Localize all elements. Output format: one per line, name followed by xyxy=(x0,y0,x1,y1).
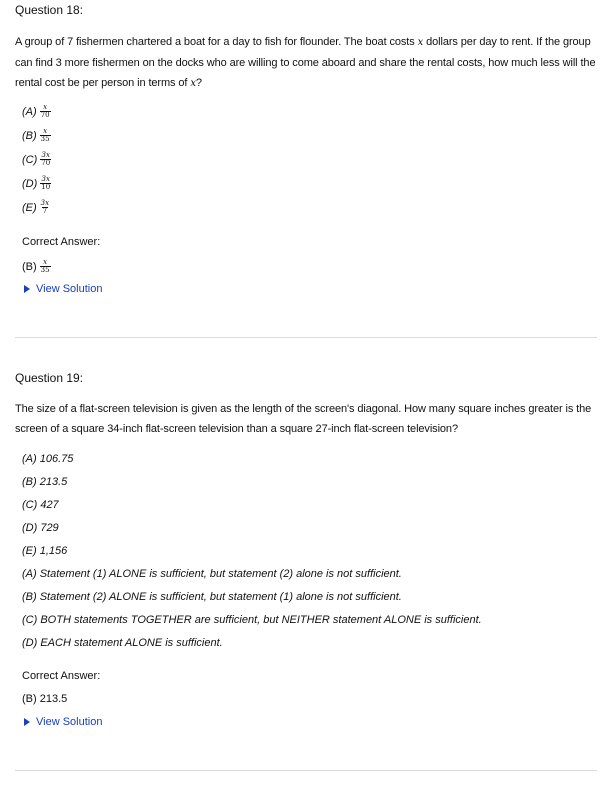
denominator: 70 xyxy=(41,159,51,167)
q19-correct-answer: (B) 213.5 xyxy=(22,693,68,705)
view-solution-label: View Solution xyxy=(36,283,103,295)
option-label: (C) xyxy=(22,153,38,166)
q19-statement-option-a[interactable]: (A) Statement (1) ALONE is sufficient, but statement (2) alone is not sufficient. xyxy=(22,568,402,580)
numerator: 3x xyxy=(41,151,50,159)
q19-option-e[interactable]: (E) 1,156 xyxy=(22,545,68,557)
q19-option-c[interactable]: (C) 427 xyxy=(22,499,59,511)
question-18-title: Question 18: xyxy=(15,3,84,17)
fraction xyxy=(40,152,51,167)
question-18-text-part-c: ? xyxy=(195,77,202,89)
option-label: (D) xyxy=(22,177,38,190)
play-triangle-icon xyxy=(24,285,30,293)
q18-option-d[interactable] xyxy=(22,176,51,191)
numerator: 3x xyxy=(41,175,50,183)
q19-statement-option-b[interactable]: (B) Statement (2) ALONE is sufficient, but statement (1) alone is not sufficient. xyxy=(22,591,402,603)
q19-statement-option-d[interactable]: (D) EACH statement ALONE is sufficient. xyxy=(22,637,223,649)
q19-view-solution-link[interactable] xyxy=(22,716,102,728)
q19-correct-answer-label: Correct Answer: xyxy=(22,670,101,682)
denominator: 7 xyxy=(42,207,48,215)
numerator: x xyxy=(43,103,48,111)
variable-x: x xyxy=(190,78,196,89)
question-18-text-part-a: A group of 7 fishermen chartered a boat for a day to fish for flounder. The boat costs xyxy=(15,36,418,48)
view-solution-label: View Solution xyxy=(36,716,103,728)
answer-label: (B) xyxy=(22,260,37,273)
fraction xyxy=(40,176,51,191)
q18-correct-answer xyxy=(22,259,51,274)
fraction xyxy=(40,200,50,215)
fraction xyxy=(40,104,51,119)
denominator: 70 xyxy=(40,111,50,119)
q18-option-b[interactable] xyxy=(22,128,51,143)
denominator: 10 xyxy=(41,183,51,191)
denominator: 35 xyxy=(40,266,50,274)
divider xyxy=(15,770,597,771)
denominator: 35 xyxy=(40,135,50,143)
numerator: x xyxy=(43,258,48,266)
option-label: (B) xyxy=(22,129,37,142)
q19-option-a[interactable]: (A) 106.75 xyxy=(22,453,74,465)
divider xyxy=(15,337,597,338)
numerator: 3x xyxy=(40,199,50,207)
option-label: (E) xyxy=(22,201,37,214)
q19-option-b[interactable]: (B) 213.5 xyxy=(22,476,68,488)
numerator: x xyxy=(43,127,48,135)
play-triangle-icon xyxy=(24,718,30,726)
option-label: (A) xyxy=(22,105,37,118)
q18-option-a[interactable] xyxy=(22,104,51,119)
q19-statement-option-c[interactable]: (C) BOTH statements TOGETHER are sufficient, but NEITHER statement ALONE is sufficient. xyxy=(22,614,482,626)
q18-option-e[interactable] xyxy=(22,200,50,215)
question-18-text-part-b: dollars per day to rent. If the group can find 3 more fishermen on the docks who are willing to come aboard and share the rental costs, how much less will the rental cost be per person in terms of xyxy=(15,36,596,89)
q18-option-c[interactable] xyxy=(22,152,51,167)
fraction xyxy=(40,128,51,143)
variable-x: x xyxy=(417,37,424,48)
q18-correct-answer-label: Correct Answer: xyxy=(22,236,101,248)
q18-view-solution-link[interactable] xyxy=(22,283,102,295)
fraction xyxy=(40,259,51,274)
question-18-text xyxy=(15,32,600,94)
question-19-text: The size of a flat-screen television is given as the length of the screen's diagonal. How many square inches greater is the screen of a square 34-inch flat-screen television than a square 27-inch flat-screen television? xyxy=(15,403,592,435)
question-19-title: Question 19: xyxy=(15,371,84,385)
q19-option-d[interactable]: (D) 729 xyxy=(22,522,59,534)
